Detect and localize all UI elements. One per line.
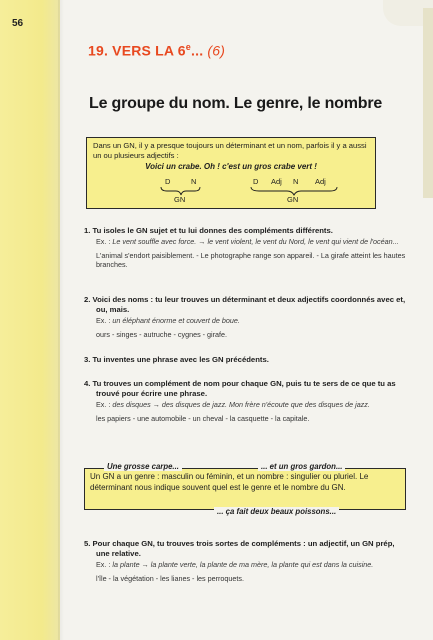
label-n: N — [191, 177, 197, 186]
chapter-sup: e — [185, 42, 192, 52]
gn-label-right: GN — [287, 195, 299, 204]
exercise-example: Ex. : la plante → la plante verte, la plante de ma mère, la plante qui est dans la cuisine. — [96, 560, 374, 569]
chapter-title — [88, 42, 225, 59]
brace-right — [251, 187, 337, 195]
exercise-question: 3. Tu inventes une phrase avec les GN précédents. — [84, 355, 269, 364]
chapter-name: VERS LA 6 — [112, 42, 186, 59]
exercise-question: 1. Tu isoles le GN sujet et tu lui donnes des compléments différents. — [84, 226, 333, 235]
chapter-part: (6) — [207, 42, 226, 59]
chapter-suffix: ... — [191, 42, 204, 59]
intro-example: Voici un crabe. Oh ! c'est un gros crabe vert ! — [145, 162, 317, 171]
chapter-number: 19. — [88, 42, 109, 59]
exercise-4 — [84, 379, 406, 423]
banner-left: Une grosse carpe... — [104, 462, 182, 471]
gn-rule-text: Un GN a un genre : masculin ou féminin, et un nombre : singulier ou pluriel. Le déterminant nous indique souvent quel est le genre et le nombre du GN. — [90, 472, 369, 492]
gn-label-left: GN — [174, 195, 186, 204]
brace-left — [161, 187, 200, 195]
label-d: D — [165, 177, 171, 186]
label-adj: Adj — [271, 177, 282, 186]
exercise-words: les papiers - une automobile - un cheval - la casquette - la capitale. — [96, 413, 310, 423]
banner-right: ... et un gros gardon... — [258, 462, 345, 471]
exercise-question: 4. Tu trouves un complément de nom pour chaque GN, puis tu te sers de ce que tu as trouvé pour écrire une phrase. — [84, 379, 396, 398]
banner-bottom: ... ça fait deux beaux poissons... — [214, 507, 339, 516]
gn-braces — [87, 178, 377, 208]
exercise-example: Ex. : un éléphant énorme et couvert de boue. — [96, 316, 240, 325]
gn-rule-box — [84, 468, 406, 510]
gn-diagram — [87, 178, 377, 208]
margin-strip — [0, 0, 60, 640]
page-number: 56 — [12, 18, 24, 29]
intro-text: Dans un GN, il y a presque toujours un déterminant et un nom, parfois il y a aussi un ou plusieurs adjectifs : — [93, 141, 367, 160]
exercise-5 — [84, 539, 406, 583]
exercise-1 — [84, 226, 406, 270]
label-d2: D — [253, 177, 259, 186]
exercise-example: Ex. : Le vent souffle avec force. → le vent violent, le vent du Nord, le vent qui vient de l'océan... — [96, 237, 399, 246]
intro-rule-box — [86, 137, 376, 209]
exercise-example: Ex. : des disques → des disques de jazz. Mon frère n'écoute que des disques de jazz. — [96, 400, 370, 409]
label-n2: N — [293, 177, 299, 186]
lesson-title: Le groupe du nom. Le genre, le nombre — [89, 95, 383, 112]
exercise-words: L'animal s'endort paisiblement. - Le photographe range son appareil. - La girafe atteint les hautes branches. — [96, 250, 406, 269]
exercise-words: ours - singes - autruche - cygnes - girafe. — [96, 329, 228, 339]
exercise-words: l'île - la végétation - les lianes - les perroquets. — [96, 573, 244, 583]
exercise-question: 2. Voici des noms : tu leur trouves un déterminant et deux adjectifs coordonnés avec et, ou, mais. — [84, 295, 406, 314]
page-edge-strip — [423, 8, 433, 198]
exercise-3 — [84, 355, 406, 365]
exercise-question: 5. Pour chaque GN, tu trouves trois sortes de compléments : un adjectif, un GN prép, une relative. — [84, 539, 395, 558]
label-adj2: Adj — [315, 177, 326, 186]
exercise-2 — [84, 295, 406, 339]
page-fold-shadow — [58, 0, 64, 640]
